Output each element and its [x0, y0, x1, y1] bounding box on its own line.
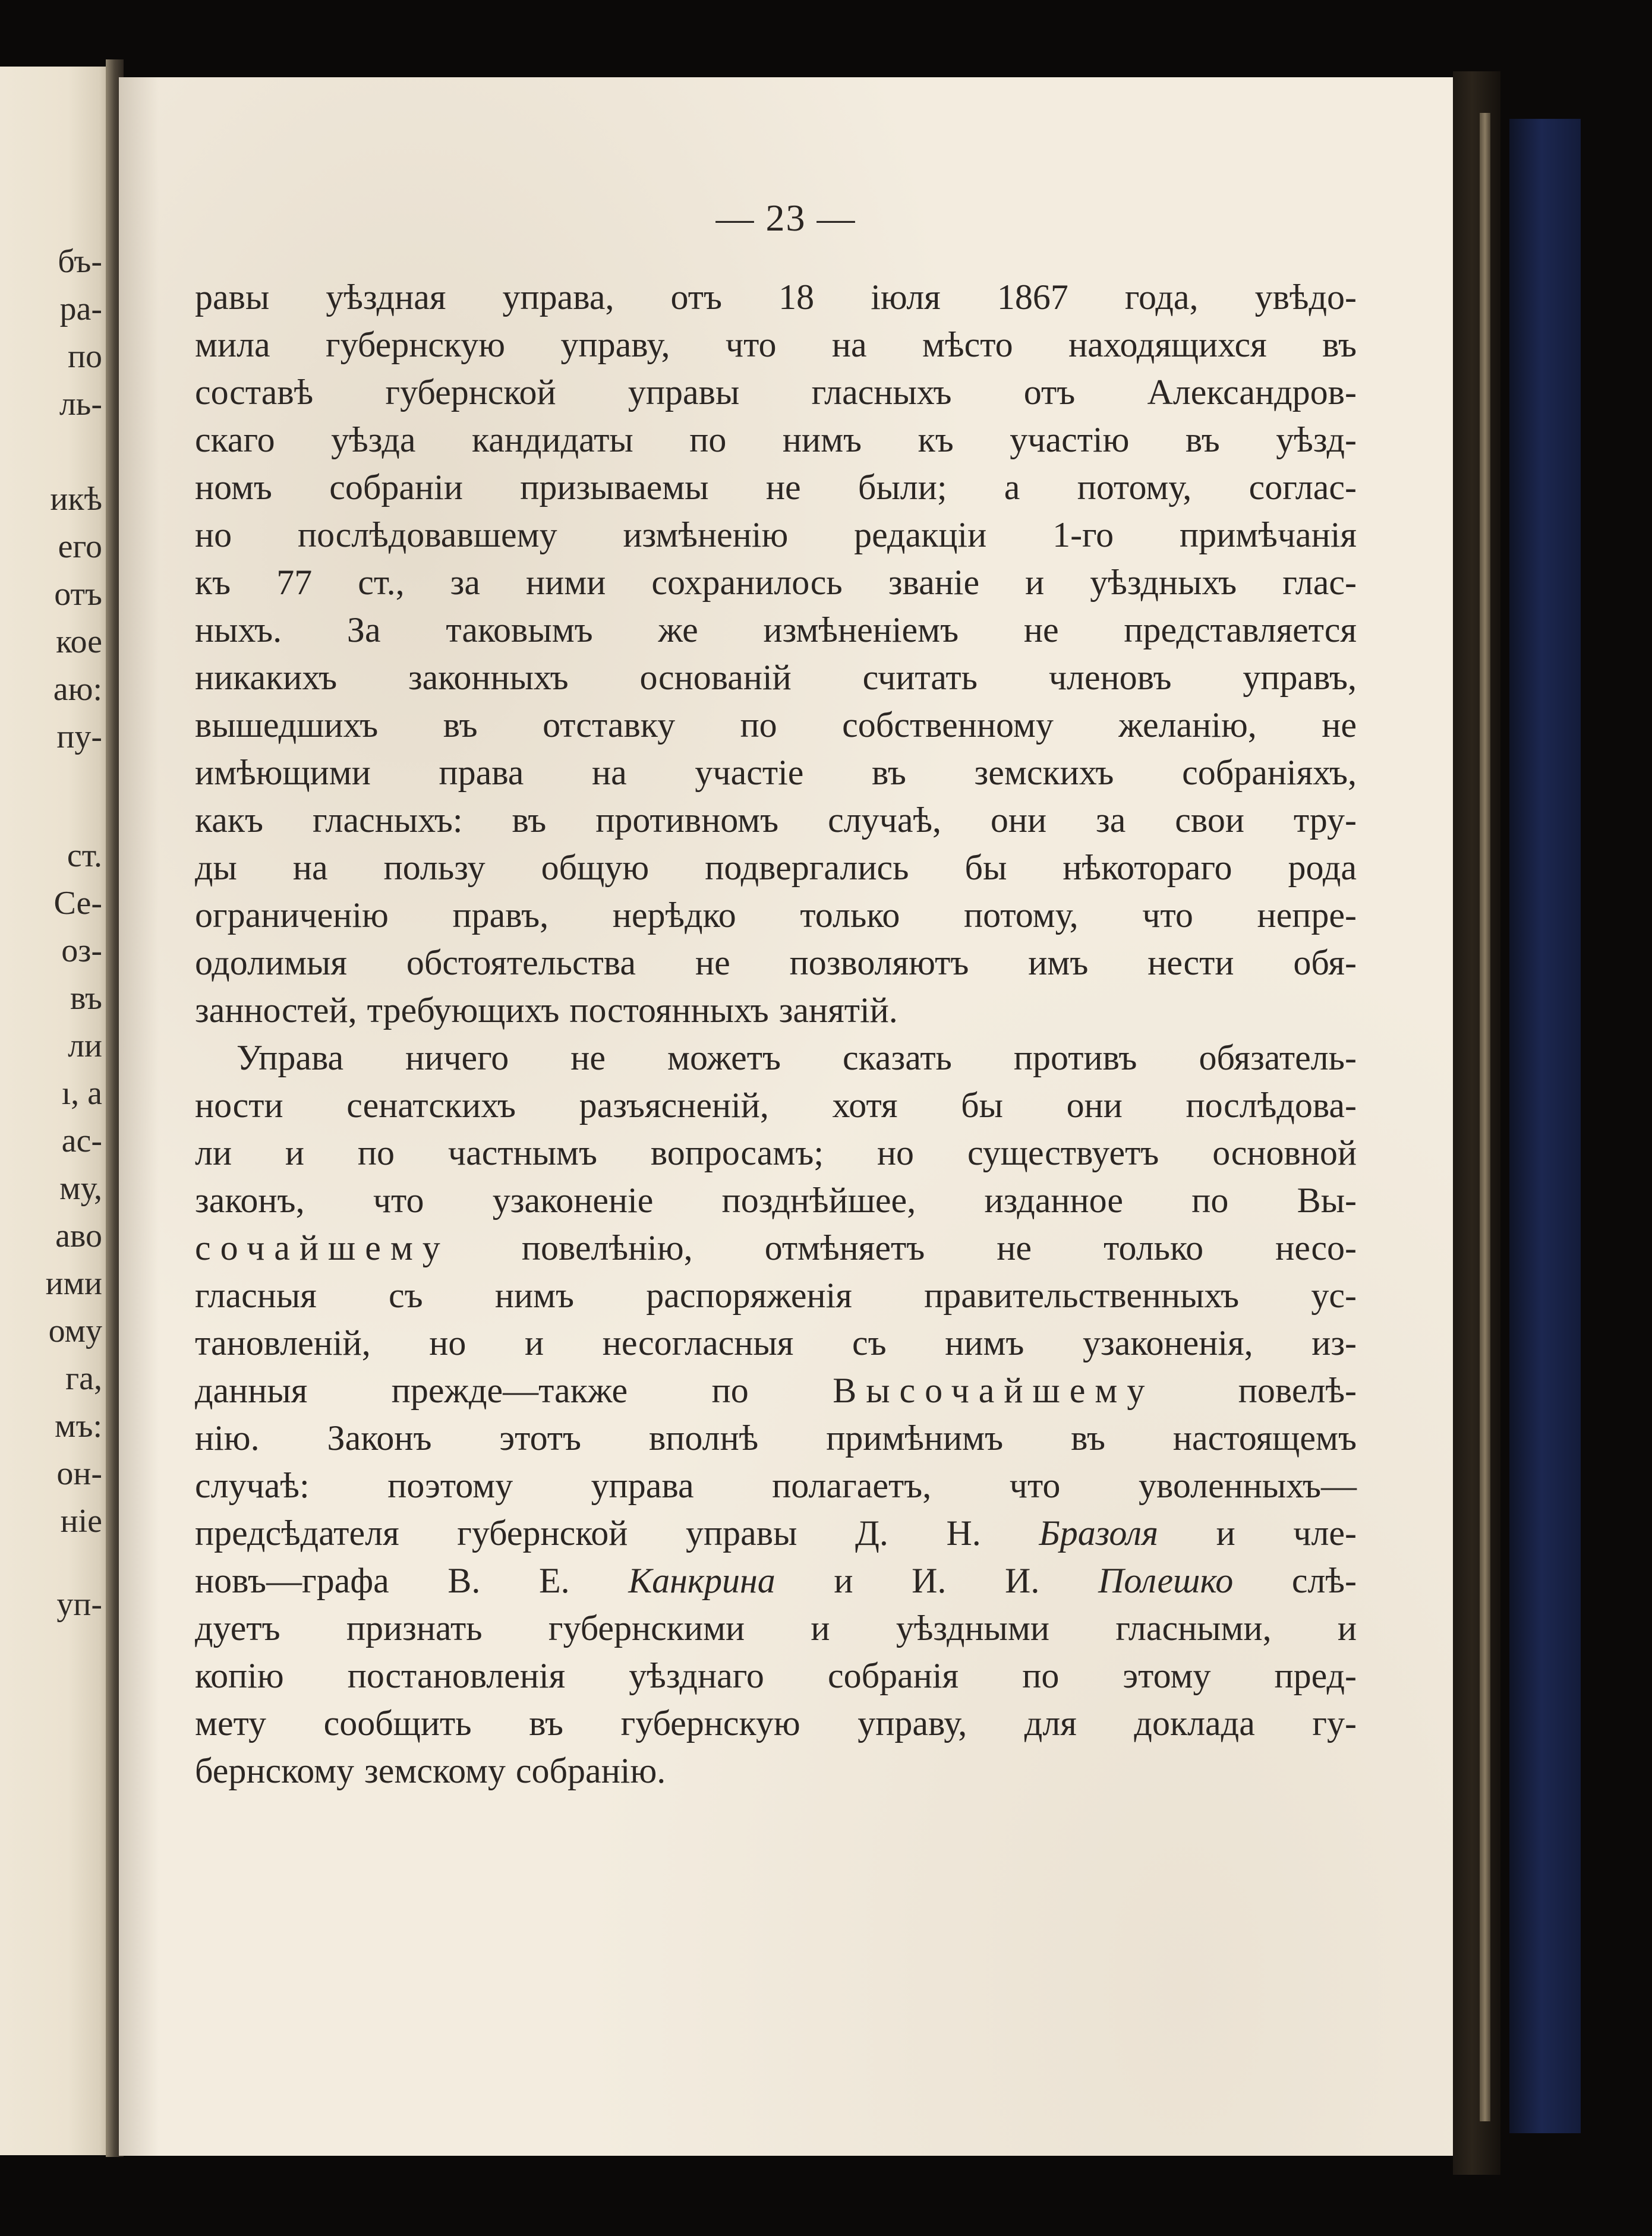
text-line: гласныя съ нимъ распоряженія правительственныхъ ус-	[195, 1276, 1357, 1315]
previous-page-fragment: ими	[45, 1265, 102, 1302]
previous-page-fragment: ст.	[67, 837, 102, 874]
previous-page-fragment: уп-	[56, 1586, 102, 1623]
text-line: равы уѣздная управа, отъ 18 іюля 1867 года, увѣдо-	[195, 277, 1357, 317]
previous-page-fragment: аво	[55, 1218, 102, 1254]
previous-page-fragment: пу-	[56, 718, 102, 755]
text-line: дуетъ признать губернскими и уѣздными гласными, и	[195, 1609, 1357, 1648]
text-line: одолимыя обстоятельства не позволяютъ имъ нести обя-	[195, 943, 1357, 982]
italic-name: Полешко	[1098, 1561, 1234, 1600]
italic-name: Бразоля	[1039, 1513, 1158, 1553]
text-line	[195, 1557, 1357, 1604]
text-line: ли и по частнымъ вопросамъ; но существуетъ основной	[195, 1133, 1357, 1172]
text-line	[195, 1224, 1357, 1272]
body-text	[195, 273, 1357, 1795]
previous-page-fragment: ı, а	[61, 1075, 102, 1112]
text-line: но послѣдовавшему измѣненію редакціи 1-го примѣчанія	[195, 515, 1357, 554]
previous-page-fragment: му,	[59, 1170, 102, 1207]
paragraph-start-line: Управа ничего не можетъ сказать противъ обязатель-	[237, 1038, 1357, 1077]
text-line: тановленій, но и несогласныя съ нимъ узаконенія, из-	[195, 1323, 1357, 1363]
text-line: случаѣ: поэтому управа полагаетъ, что уволенныхъ—	[195, 1466, 1357, 1505]
page-stack-edge	[1480, 113, 1490, 2121]
text-line	[195, 1367, 1357, 1414]
blue-cover-edge	[1509, 119, 1581, 2133]
previous-page-fragment: мъ:	[55, 1408, 102, 1445]
book-page	[119, 77, 1453, 2156]
previous-page-fragment: кое	[56, 623, 102, 660]
text-run: повелѣнію, отмѣняетъ не только несо-	[449, 1228, 1357, 1267]
text-line	[195, 1509, 1357, 1557]
italic-name: Канкрина	[628, 1561, 775, 1600]
previous-page-fragment: бъ-	[58, 243, 102, 280]
text-run: новъ—графа В. Е.	[195, 1561, 629, 1600]
previous-page-fragment: отъ	[54, 576, 102, 613]
previous-page-fragment: га,	[65, 1360, 102, 1397]
previous-page-fragment: Се-	[53, 885, 102, 922]
text-line: къ 77 ст., за ними сохранилось званіе и уѣздныхъ глас-	[195, 563, 1357, 602]
text-line: копію постановленія уѣзднаго собранія по этому пред-	[195, 1656, 1357, 1695]
text-run: слѣ-	[1233, 1561, 1357, 1600]
previous-page-fragment: оз-	[61, 932, 102, 969]
text-line: ности сенатскихъ разъясненій, хотя бы они послѣдова-	[195, 1086, 1357, 1125]
previous-page-fragment: въ	[70, 980, 102, 1017]
book-cover-edge	[1453, 71, 1500, 2175]
text-run: и И. И.	[775, 1561, 1099, 1600]
text-run: повелѣ-	[1154, 1371, 1357, 1410]
text-line: никакихъ законныхъ основаній считать членовъ управъ,	[195, 658, 1357, 697]
previous-page-fragment: он-	[56, 1455, 102, 1492]
text-line: ограниченію правъ, нерѣдко только потому, что непре-	[195, 895, 1357, 935]
text-line: бернскому земскому собранію.	[195, 1751, 666, 1790]
text-line: какъ гласныхъ: въ противномъ случаѣ, они за свои тру-	[195, 800, 1357, 840]
previous-page-fragment: ли	[68, 1027, 102, 1064]
previous-page-edge	[0, 67, 113, 2155]
text-run: данныя прежде—также по	[195, 1371, 833, 1410]
previous-page-fragment: ль-	[59, 386, 102, 422]
text-line: нію. Законъ этотъ вполнѣ примѣнимъ въ настоящемъ	[195, 1418, 1357, 1458]
text-run: предсѣдателя губернской управы Д. Н.	[195, 1513, 1039, 1553]
text-line: номъ собраніи призываемы не были; а потому, соглас-	[195, 468, 1357, 507]
text-line: ды на пользу общую подвергались бы нѣкотораго рода	[195, 848, 1357, 887]
text-line: ныхъ. За таковымъ же измѣненіемъ не представляется	[195, 610, 1357, 649]
previous-page-fragment: аю:	[53, 671, 102, 708]
text-line: мила губернскую управу, что на мѣсто находящихся въ	[195, 325, 1357, 364]
text-line: скаго уѣзда кандидаты по нимъ къ участію въ уѣзд-	[195, 420, 1357, 459]
previous-page-fragment: по	[68, 338, 102, 375]
text-line: имѣющими права на участіе въ земскихъ собраніяхъ,	[195, 753, 1357, 792]
text-line: законъ, что узаконеніе позднѣйшее, изданное по Вы-	[195, 1181, 1357, 1220]
spaced-word: сочайшему	[195, 1228, 450, 1267]
previous-page-fragment: ас-	[61, 1122, 102, 1159]
text-line: занностей, требующихъ постоянныхъ занятій.	[195, 991, 898, 1030]
text-line: вышедшихъ въ отставку по собственному желанію, не	[195, 705, 1357, 745]
spaced-word: Высочайшему	[833, 1371, 1155, 1410]
text-line: составѣ губернской управы гласныхъ отъ Александров-	[195, 373, 1357, 412]
previous-page-fragment: икѣ	[50, 481, 102, 518]
text-line: мету сообщить въ губернскую управу, для доклада гу-	[195, 1704, 1357, 1743]
page-number: — 23 —	[715, 197, 856, 239]
previous-page-fragment: его	[58, 528, 102, 565]
previous-page-fragment: ому	[48, 1313, 102, 1349]
previous-page-fragment: ра-	[59, 291, 102, 327]
text-run: и чле-	[1158, 1513, 1357, 1553]
previous-page-fragment: ніе	[60, 1503, 102, 1540]
